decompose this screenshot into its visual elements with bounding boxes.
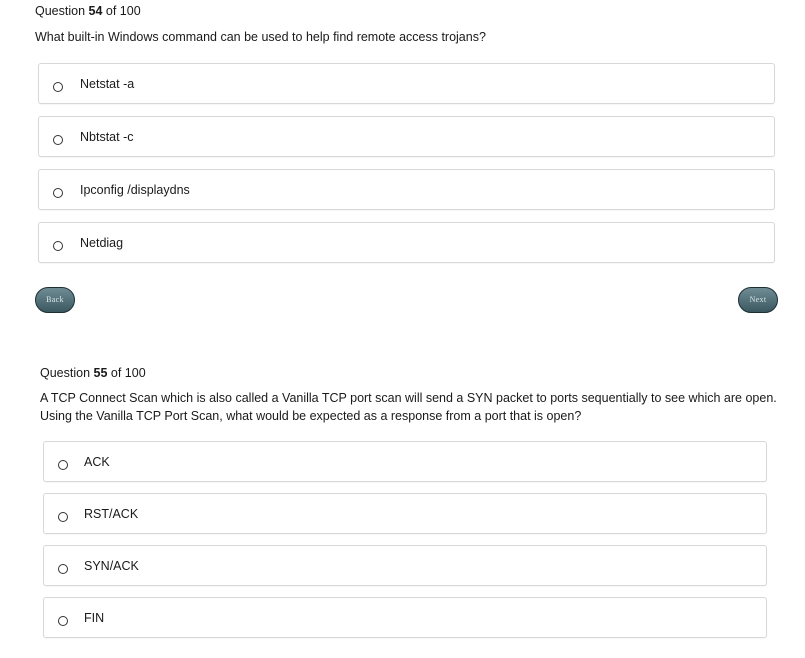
question-label: Question	[35, 4, 89, 18]
question-label: Question	[40, 366, 94, 380]
option-label: SYN/ACK	[84, 559, 139, 573]
radio-button[interactable]	[58, 564, 68, 574]
option-label: Nbtstat -c	[80, 130, 134, 144]
option-label: Netdiag	[80, 236, 124, 250]
answer-option[interactable]	[43, 545, 767, 586]
question-text-line: A TCP Connect Scan which is also called a Vanilla TCP port scan will send a SYN packet to ports sequentially to see which are open.	[40, 391, 777, 405]
question-number: 55	[93, 366, 108, 380]
answer-option[interactable]	[43, 493, 767, 534]
radio-button[interactable]	[53, 241, 63, 251]
answer-option[interactable]	[43, 597, 767, 638]
answer-option[interactable]	[38, 63, 775, 104]
question-total: of 100	[107, 366, 146, 380]
question-header	[40, 366, 146, 380]
radio-button[interactable]	[58, 512, 68, 522]
radio-button[interactable]	[53, 188, 63, 198]
option-label: Netstat -a	[80, 77, 135, 91]
option-label: RST/ACK	[84, 507, 139, 521]
back-button[interactable]: Back	[35, 287, 75, 313]
next-button[interactable]: Next	[738, 287, 778, 313]
option-label: Ipconfig /displaydns	[80, 183, 190, 197]
answer-option[interactable]	[38, 116, 775, 157]
question-text	[40, 389, 777, 425]
question-text-line: Using the Vanilla TCP Port Scan, what would be expected as a response from a port that is open?	[40, 409, 582, 423]
radio-button[interactable]	[58, 616, 68, 626]
question-text: What built-in Windows command can be used to help find remote access trojans?	[35, 30, 486, 44]
option-label: ACK	[84, 455, 110, 469]
question-number: 54	[88, 4, 103, 18]
option-label: FIN	[84, 611, 105, 625]
radio-button[interactable]	[53, 135, 63, 145]
answer-option[interactable]	[38, 222, 775, 263]
answer-option[interactable]	[38, 169, 775, 210]
radio-button[interactable]	[58, 460, 68, 470]
question-header	[35, 4, 141, 18]
radio-button[interactable]	[53, 82, 63, 92]
question-total: of 100	[102, 4, 141, 18]
answer-option[interactable]	[43, 441, 767, 482]
